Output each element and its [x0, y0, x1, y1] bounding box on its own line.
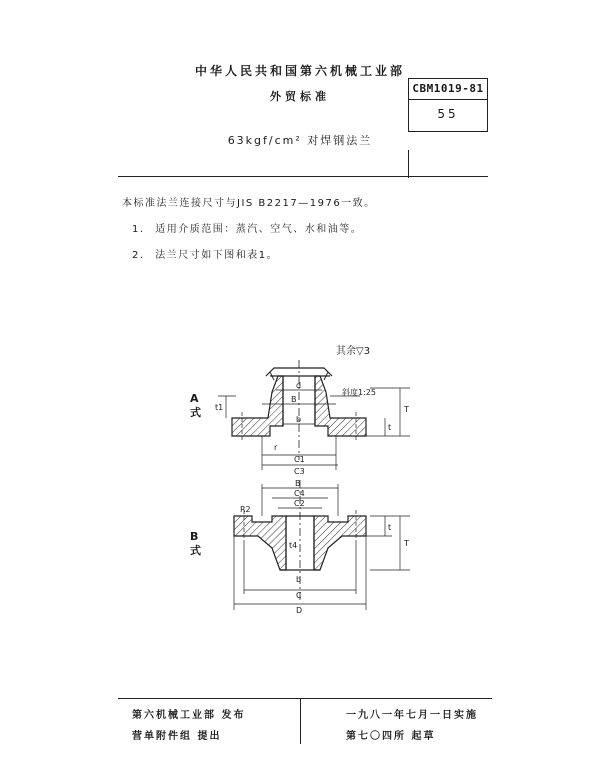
form-a-dim-d: d: [296, 381, 302, 390]
form-a-dim-r: r: [274, 443, 278, 452]
form-b-dim-C2: C2: [294, 499, 305, 508]
item-1-text: 适用介质范围：蒸汽、空气、水和油等。: [155, 224, 363, 235]
form-a-right-section: [315, 376, 366, 436]
standard-sequence-number: 55: [437, 107, 459, 121]
footer-drafter: 营单附件组 提出: [132, 731, 222, 742]
form-a-dim-T: T: [404, 405, 409, 414]
footer-institute: 第七〇四所 起草: [346, 731, 436, 742]
form-b-dim-T: T: [404, 539, 409, 548]
form-a-letter: A: [190, 392, 199, 405]
form-a-left-section: [232, 376, 283, 436]
document-title: 63kgf/cm² 对焊钢法兰: [227, 134, 373, 147]
form-a-dim-C1: C1: [294, 455, 305, 464]
form-b-dim-t: t: [388, 523, 392, 532]
form-b-dim-C4: C4: [294, 489, 305, 498]
form-b-dim-D: D: [296, 606, 303, 615]
form-b-dim-b: b: [296, 575, 302, 584]
form-a-char: 式: [190, 406, 201, 419]
item-2-number: 2.: [132, 250, 145, 261]
footer-issuer: 第六机械工业部 发布: [132, 710, 246, 721]
intro-text: 本标准法兰连接尺寸与JIS B2217—1976一致。: [122, 198, 376, 209]
footer-divider: [300, 698, 301, 744]
form-a-dim-C3: C3: [294, 467, 305, 476]
item-1-number: 1.: [132, 224, 145, 235]
form-b-dim-R2: R2: [240, 505, 251, 514]
form-a-dim-b: b: [296, 415, 302, 424]
form-b-dim-C: C: [296, 591, 302, 600]
footer-effective-date: 一九八一年七月一日实施: [346, 710, 478, 721]
form-a-drawing: [218, 360, 410, 470]
form-b-left-section: [234, 516, 286, 570]
standard-type: 外贸标准: [270, 90, 330, 103]
form-b-dim-t4: t4: [289, 541, 298, 550]
form-b-drawing: [234, 480, 410, 610]
footer-rule: [118, 698, 492, 699]
form-a-dim-B: B: [291, 395, 297, 404]
standard-number: CBM1019-81: [412, 82, 484, 95]
form-a-dim-t: t: [388, 423, 392, 432]
form-b-dim-B: B: [295, 479, 301, 488]
form-b-right-section: [314, 516, 366, 570]
form-b-letter: B: [190, 530, 199, 543]
item-2-text: 法兰尺寸如下图和表1。: [155, 250, 279, 261]
surface-roughness-note: 其余▽3: [336, 346, 371, 357]
ministry-name: 中华人民共和国第六机械工业部: [194, 64, 405, 78]
form-a-dim-t1: t1: [215, 403, 224, 412]
form-b-char: 式: [190, 544, 201, 557]
form-a-taper-label: 斜度1:25: [342, 388, 376, 397]
